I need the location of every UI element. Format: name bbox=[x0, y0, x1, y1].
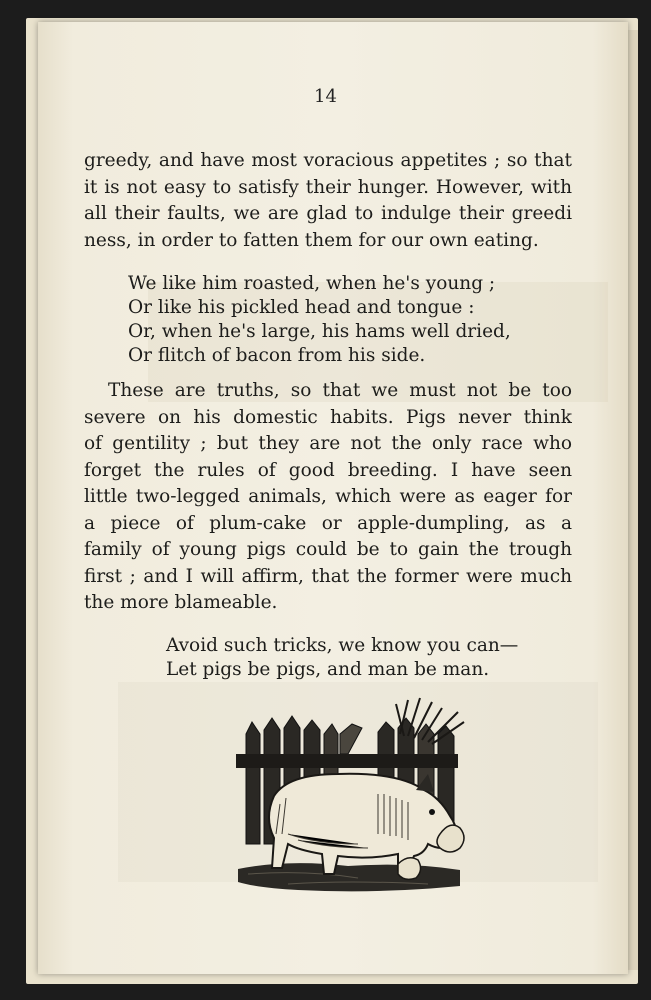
paragraph-line: greedy, and have most voracious appetites ; so that bbox=[84, 150, 572, 171]
verse-line: Or, when he's large, his hams well dried, bbox=[128, 321, 511, 342]
paragraph-2 bbox=[84, 378, 572, 617]
paragraph-line: These are truths, so that we must not be too bbox=[108, 380, 572, 401]
verse-line: Let pigs be pigs, and man be man. bbox=[166, 659, 490, 680]
paragraph-line: first ; and I will affirm, that the former were much bbox=[84, 565, 572, 587]
verse-line: Or like his pickled head and tongue : bbox=[128, 297, 475, 318]
paragraph-line: the more blameable. bbox=[84, 592, 278, 613]
paragraph-line: forget the rules of good breeding. I have seen bbox=[84, 459, 572, 481]
paragraph-1 bbox=[84, 148, 572, 254]
paragraph-line: all their faults, we are glad to indulge their greedi bbox=[84, 203, 572, 224]
verse-2 bbox=[166, 634, 518, 682]
paragraph-line: severe on his domestic habits. Pigs never think bbox=[84, 406, 572, 428]
verse-line: We like him roasted, when he's young ; bbox=[128, 273, 496, 294]
paragraph-line: of gentility ; but they are not the only race who bbox=[84, 433, 572, 454]
paragraph-line: little two-legged animals, which were as eager for bbox=[84, 486, 572, 507]
paragraph-line: ness, in order to fatten them for our own eating. bbox=[84, 229, 539, 251]
verse-line: Avoid such tricks, we know you can— bbox=[166, 635, 519, 656]
facing-page-edge bbox=[628, 30, 638, 970]
verse-1 bbox=[128, 272, 511, 368]
verse-line: Or flitch of bacon from his side. bbox=[128, 345, 426, 366]
pig-woodcut-illustration bbox=[228, 694, 470, 904]
paragraph-line: it is not easy to satisfy their hunger. However, with bbox=[84, 176, 572, 198]
paragraph-line: a piece of plum-cake or apple-dumpling, as a bbox=[84, 512, 572, 534]
paragraph-line: family of young pigs could be to gain the trough bbox=[84, 539, 572, 560]
page-number: 14 bbox=[314, 86, 337, 107]
